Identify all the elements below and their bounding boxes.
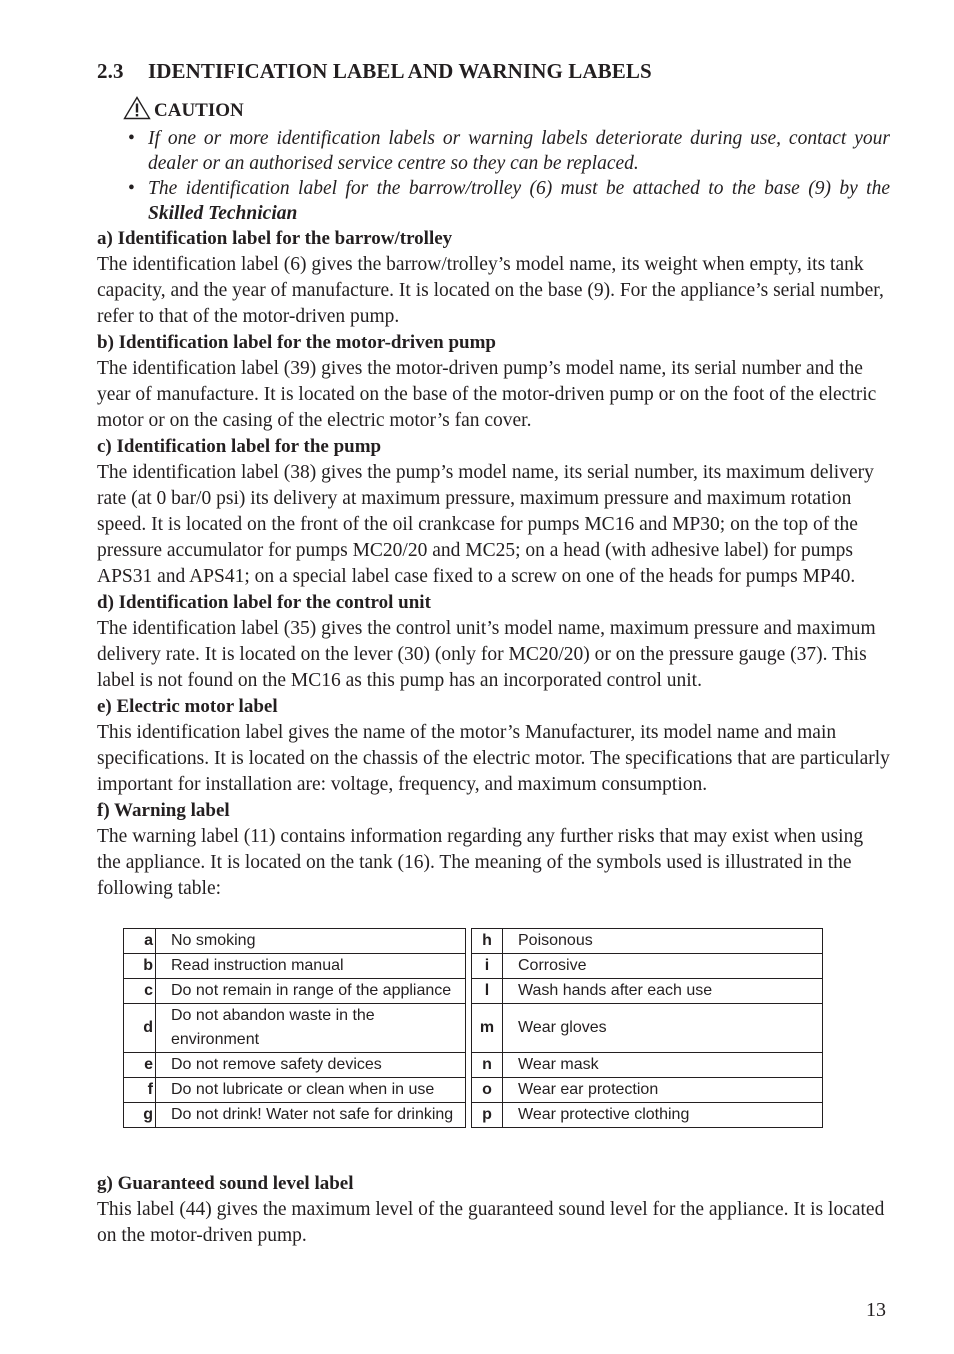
caution-bullet-text: If one or more identification labels or warning labels deteriorate during use, contact your dealer or an authorised service centre so they can be replaced. xyxy=(148,128,890,174)
caution-list xyxy=(97,126,890,226)
symbol-letter: l xyxy=(472,979,503,1004)
symbol-letter: e xyxy=(124,1053,156,1078)
bullet-dot: • xyxy=(128,178,135,199)
sound-level-body: This label (44) gives the maximum level of the guaranteed sound level for the appliance. It is located on the motor-driven pump. xyxy=(97,1199,885,1246)
symbol-description: Do not remain in range of the appliance xyxy=(156,979,466,1004)
symbol-description: Wear gloves xyxy=(503,1004,823,1053)
bullet-dot: • xyxy=(128,128,135,149)
symbol-description: Read instruction manual xyxy=(156,954,466,979)
caution-bullet-emphasis: Skilled Technician xyxy=(148,203,298,224)
symbol-description: Wear ear protection xyxy=(503,1078,823,1103)
symbol-letter: m xyxy=(472,1004,503,1053)
symbol-letter: i xyxy=(472,954,503,979)
symbol-description: Do not drink! Water not safe for drinking xyxy=(156,1103,466,1128)
table-row xyxy=(124,979,823,1004)
subsection-heading-b: b) Identification label for the motor-driven pump xyxy=(97,332,496,353)
section-number: 2.3 xyxy=(97,59,124,83)
symbol-description: Do not abandon waste in the environment xyxy=(156,1004,466,1053)
table-row xyxy=(124,1103,823,1128)
page-number: 13 xyxy=(866,1299,886,1321)
caution-bullet-text: The identification label for the barrow/trolley (6) must be attached to the base (9) by the xyxy=(148,178,890,199)
symbol-description: Poisonous xyxy=(503,929,823,954)
page-content xyxy=(97,58,890,1249)
symbol-letter: f xyxy=(124,1078,156,1103)
symbol-letter: g xyxy=(124,1103,156,1128)
table-row xyxy=(124,1053,823,1078)
symbol-letter: b xyxy=(124,954,156,979)
symbol-description: No smoking xyxy=(156,929,466,954)
subsection-body-c: The identification label (38) gives the pump’s model name, its serial number, its maximum delivery rate (at 0 bar/0 psi) its delivery at maximum pressure, maximum pressure and maximum rotation speed. It is located on the front of the oil crankcase for pumps MC16 and MP30; on the top of the pressure accumulator for pumps MC20/20 and MC25; on a head (with adhesive label) for pumps APS31 and APS41; on a special label case fixed to a screw on one of the heads for pumps MP40. xyxy=(97,462,874,587)
symbol-description: Wear protective clothing xyxy=(503,1103,823,1128)
section-title: IDENTIFICATION LABEL AND WARNING LABELS xyxy=(148,59,652,83)
table-row xyxy=(124,954,823,979)
warning-symbols-table xyxy=(123,928,823,1128)
warning-triangle-icon xyxy=(123,96,151,120)
caution-heading xyxy=(123,96,890,123)
table-row xyxy=(124,1004,823,1053)
subsection-heading-e: e) Electric motor label xyxy=(97,696,278,717)
subsection-body-d: The identification label (35) gives the control unit’s model name, maximum pressure and maximum delivery rate. It is located on the lever (30) (only for MC20/20) or on the pressure gauge (37). This label is not found on the MC16 as this pump has an incorporated control unit. xyxy=(97,618,876,691)
caution-label: CAUTION xyxy=(154,100,244,121)
table-row xyxy=(124,1078,823,1103)
symbol-letter: n xyxy=(472,1053,503,1078)
symbol-description: Wear mask xyxy=(503,1053,823,1078)
table-row xyxy=(124,929,823,954)
subsection-body-e: This identification label gives the name of the motor’s Manufacturer, its model name and main specifications. It is located on the chassis of the electric motor. The specifications that are particularly important for installation are: voltage, frequency, and maximum consumption. xyxy=(97,722,890,795)
caution-bullet xyxy=(97,176,890,226)
subsection-heading-d: d) Identification label for the control unit xyxy=(97,592,431,613)
symbol-letter: a xyxy=(124,929,156,954)
subsection-body-b: The identification label (39) gives the motor-driven pump’s model name, its serial number and the year of manufacture. It is located on the base of the motor-driven pump or on the foot of the electric motor or on the casing of the electric motor’s fan cover. xyxy=(97,358,877,431)
sound-level-section xyxy=(97,1171,890,1249)
section-heading xyxy=(97,58,890,84)
symbol-letter: c xyxy=(124,979,156,1004)
sound-level-heading: g) Guaranteed sound level label xyxy=(97,1173,354,1194)
symbol-letter: h xyxy=(472,929,503,954)
subsection-heading-f: f) Warning label xyxy=(97,800,230,821)
subsection-body-f: The warning label (11) contains information regarding any further risks that may exist when using the appliance. It is located on the tank (16). The meaning of the symbols used is illustrated in the following table: xyxy=(97,826,864,899)
subsection-body-a: The identification label (6) gives the barrow/trolley’s model name, its weight when empty, its tank capacity, and the year of manufacture. It is located on the base (9). For the appliance’s serial number, refer to that of the motor-driven pump. xyxy=(97,254,884,327)
caution-bullet xyxy=(97,126,890,176)
symbol-letter: d xyxy=(124,1004,156,1053)
symbol-letter: p xyxy=(472,1103,503,1128)
symbol-description: Do not remove safety devices xyxy=(156,1053,466,1078)
symbol-description: Wash hands after each use xyxy=(503,979,823,1004)
symbol-letter: o xyxy=(472,1078,503,1103)
subsection-heading-a: a) Identification label for the barrow/trolley xyxy=(97,228,453,249)
symbol-description: Corrosive xyxy=(503,954,823,979)
symbol-description: Do not lubricate or clean when in use xyxy=(156,1078,466,1103)
subsection-heading-c: c) Identification label for the pump xyxy=(97,436,382,457)
